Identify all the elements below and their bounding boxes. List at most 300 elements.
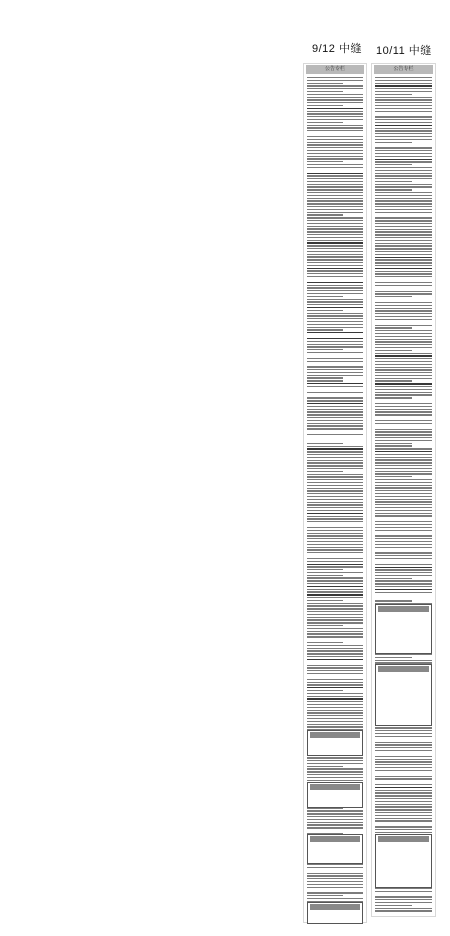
text-line	[375, 414, 432, 415]
text-line	[375, 908, 432, 909]
text-line	[307, 589, 363, 590]
text-line	[375, 383, 432, 384]
text-line	[307, 617, 363, 618]
text-line	[307, 827, 363, 828]
text-line	[375, 733, 432, 734]
text-line	[307, 454, 363, 455]
text-line	[307, 451, 363, 452]
text-line	[375, 445, 412, 446]
text-line	[307, 499, 363, 500]
text-line	[375, 265, 432, 266]
text-line	[307, 341, 363, 342]
text-line	[307, 656, 363, 657]
text-line	[375, 341, 432, 342]
text-line	[375, 369, 432, 370]
notice-box-2	[307, 782, 363, 808]
text-line	[307, 310, 343, 311]
text-line	[375, 905, 412, 906]
text-line	[375, 116, 432, 117]
text-line	[307, 614, 363, 615]
text-line	[307, 673, 363, 674]
text-line	[375, 147, 432, 148]
text-line	[307, 161, 343, 162]
text-line	[375, 482, 432, 483]
text-line	[375, 899, 432, 900]
text-line	[307, 414, 363, 415]
text-line	[307, 97, 363, 98]
text-line	[307, 488, 363, 489]
text-line	[375, 319, 432, 320]
text-line	[307, 383, 363, 384]
text-line	[375, 535, 432, 536]
text-line	[307, 535, 363, 536]
text-line	[307, 768, 363, 769]
text-line	[375, 736, 432, 737]
text-line	[307, 136, 363, 137]
text-line	[307, 386, 363, 387]
text-line	[307, 707, 363, 708]
text-line	[375, 125, 432, 126]
text-line	[307, 774, 363, 775]
text-line	[307, 780, 363, 781]
text-line	[307, 403, 363, 404]
text-line	[375, 347, 432, 348]
text-line	[307, 153, 363, 154]
text-line	[307, 580, 363, 581]
text-line	[307, 824, 363, 825]
text-line	[375, 761, 432, 762]
text-line	[307, 471, 343, 472]
text-line	[375, 302, 432, 303]
text-line	[307, 490, 363, 491]
text-line	[307, 566, 363, 567]
text-line	[375, 826, 432, 827]
text-line	[375, 159, 432, 160]
text-line	[375, 245, 432, 246]
text-line	[307, 864, 363, 865]
text-line	[307, 262, 363, 263]
text-line	[375, 389, 432, 390]
text-line	[375, 139, 432, 140]
text-line	[375, 891, 432, 892]
text-line	[375, 583, 432, 584]
text-line	[307, 173, 363, 174]
text-line	[307, 465, 363, 466]
text-line	[375, 105, 432, 106]
text-line	[375, 473, 432, 474]
text-line	[375, 325, 432, 326]
text-line	[375, 128, 432, 129]
notice-box-3	[307, 834, 363, 864]
text-line	[375, 521, 432, 522]
text-line	[375, 654, 432, 655]
text-line	[307, 710, 363, 711]
text-line	[375, 459, 432, 460]
text-line	[375, 305, 432, 306]
text-line	[375, 189, 412, 190]
text-line	[307, 633, 363, 634]
text-line	[375, 538, 432, 539]
text-line	[307, 533, 363, 534]
text-line	[375, 170, 432, 171]
text-line	[307, 116, 363, 117]
text-line	[307, 892, 363, 893]
text-line	[375, 220, 432, 221]
text-line	[307, 195, 363, 196]
text-line	[375, 88, 432, 89]
text-line	[307, 822, 363, 823]
text-line	[375, 380, 412, 381]
text-line	[375, 122, 432, 123]
text-line	[307, 476, 363, 477]
text-line	[307, 315, 363, 316]
text-line	[307, 285, 363, 286]
text-line	[375, 142, 412, 143]
text-line	[375, 108, 432, 109]
text-line	[307, 479, 363, 480]
text-line	[375, 443, 412, 444]
text-line	[375, 406, 432, 407]
text-line	[307, 192, 363, 193]
text-line	[307, 361, 363, 362]
text-line	[375, 111, 432, 112]
text-line	[307, 256, 363, 257]
text-line	[307, 184, 363, 185]
text-line	[307, 248, 363, 249]
text-line	[307, 648, 363, 649]
text-line	[375, 555, 432, 556]
text-line	[307, 561, 363, 562]
text-line	[307, 251, 363, 252]
text-line	[307, 572, 363, 573]
text-line	[375, 527, 432, 528]
date-label-left: 9/12 中缝	[312, 43, 362, 55]
text-line	[307, 757, 363, 758]
text-line	[307, 200, 363, 201]
text-line	[375, 77, 432, 78]
text-line	[307, 85, 363, 86]
text-line	[307, 301, 363, 302]
text-line	[307, 352, 363, 353]
text-line	[307, 329, 343, 330]
text-line	[375, 493, 432, 494]
text-line	[375, 902, 432, 903]
text-line	[307, 127, 363, 128]
notice-column-right	[371, 63, 436, 917]
text-line	[375, 801, 432, 802]
text-line	[375, 97, 432, 98]
text-line	[375, 251, 432, 252]
text-line	[375, 742, 432, 743]
text-line	[307, 99, 363, 100]
text-line	[307, 338, 363, 339]
text-line	[307, 206, 363, 207]
text-line	[307, 349, 343, 350]
text-line	[375, 327, 412, 328]
text-line	[307, 332, 363, 333]
text-line	[375, 832, 432, 833]
text-line	[307, 254, 363, 255]
text-line	[375, 136, 432, 137]
text-line	[375, 206, 432, 207]
text-line	[307, 898, 363, 899]
text-line	[307, 150, 363, 151]
text-line	[375, 440, 432, 441]
text-line	[375, 804, 432, 805]
text-line	[375, 547, 432, 548]
notice-box-5	[375, 604, 432, 654]
text-line	[375, 448, 432, 449]
text-line	[307, 83, 343, 84]
text-line	[375, 386, 432, 387]
text-line	[307, 245, 363, 246]
text-line	[307, 400, 363, 401]
text-line	[375, 812, 432, 813]
text-line	[307, 77, 363, 78]
text-line	[307, 631, 363, 632]
text-line	[307, 558, 363, 559]
text-line	[307, 142, 363, 143]
text-line	[307, 684, 363, 685]
text-line	[307, 346, 363, 347]
text-line	[375, 353, 432, 354]
text-line	[307, 636, 363, 637]
text-line	[307, 771, 363, 772]
text-line	[307, 547, 363, 548]
text-line	[307, 296, 343, 297]
text-line	[307, 474, 363, 475]
text-line	[307, 698, 363, 699]
text-line	[307, 468, 363, 469]
text-line	[375, 333, 432, 334]
text-line	[375, 820, 432, 821]
text-line	[307, 670, 363, 671]
text-line	[307, 273, 363, 274]
text-line	[375, 471, 432, 472]
date-label-right: 10/11 中缝	[376, 45, 432, 57]
text-line	[375, 361, 432, 362]
text-line	[375, 156, 432, 157]
text-line	[375, 285, 432, 286]
text-line	[375, 496, 432, 497]
text-line	[375, 195, 432, 196]
text-line	[375, 226, 432, 227]
text-line	[375, 296, 412, 297]
text-line	[375, 787, 432, 788]
text-line	[375, 364, 432, 365]
text-line	[375, 544, 432, 545]
text-line	[375, 367, 432, 368]
text-line	[307, 119, 363, 120]
text-line	[307, 457, 363, 458]
text-line	[307, 645, 363, 646]
text-line	[375, 181, 412, 182]
text-line	[307, 586, 363, 587]
text-line	[375, 423, 432, 424]
text-line	[307, 324, 363, 325]
text-line	[375, 372, 432, 373]
text-line	[375, 291, 432, 292]
text-line	[375, 513, 432, 514]
text-line	[375, 392, 432, 393]
notice-box-6	[375, 664, 432, 726]
text-line	[307, 659, 363, 660]
text-line	[307, 679, 363, 680]
text-line	[375, 91, 432, 92]
text-line	[307, 569, 343, 570]
notice-box-1	[307, 730, 363, 756]
text-line	[375, 167, 432, 168]
text-line	[307, 265, 363, 266]
text-line	[375, 308, 432, 309]
text-line	[375, 770, 432, 771]
text-line	[307, 693, 363, 694]
text-line	[307, 619, 363, 620]
text-line	[375, 454, 432, 455]
text-line	[307, 704, 363, 705]
text-line	[375, 524, 432, 525]
text-line	[375, 727, 432, 728]
text-line	[375, 358, 432, 359]
text-line	[307, 518, 363, 519]
text-line	[307, 139, 363, 140]
text-line	[307, 203, 363, 204]
text-line	[307, 608, 363, 609]
text-line	[375, 257, 432, 258]
text-line	[307, 696, 363, 697]
text-line	[375, 429, 432, 430]
text-line	[307, 507, 363, 508]
text-line	[307, 591, 363, 592]
text-line	[375, 580, 432, 581]
text-line	[307, 628, 363, 629]
text-line	[307, 611, 363, 612]
notice-text-right	[375, 77, 432, 912]
text-line	[307, 220, 363, 221]
text-line	[375, 592, 432, 593]
text-line	[375, 119, 432, 120]
text-line	[307, 234, 363, 235]
text-line	[307, 259, 363, 260]
text-line	[307, 443, 343, 444]
text-line	[307, 164, 363, 165]
text-line	[307, 102, 363, 103]
text-line	[307, 665, 363, 666]
text-line	[307, 409, 363, 410]
text-line	[375, 541, 432, 542]
text-line	[307, 270, 363, 271]
text-line	[375, 378, 432, 379]
text-line	[307, 603, 363, 604]
text-line	[307, 321, 363, 322]
text-line	[307, 564, 363, 565]
text-line	[375, 465, 432, 466]
text-line	[375, 487, 432, 488]
text-line	[307, 392, 363, 393]
text-line	[307, 715, 363, 716]
text-line	[307, 724, 363, 725]
text-line	[375, 767, 432, 768]
text-line	[375, 499, 432, 500]
text-line	[375, 578, 412, 579]
text-line	[375, 164, 412, 165]
text-line	[375, 806, 432, 807]
text-line	[375, 552, 432, 553]
text-line	[307, 597, 363, 598]
notice-column-left	[303, 63, 367, 923]
text-line	[307, 819, 363, 820]
text-line	[375, 259, 432, 260]
text-line	[307, 217, 363, 218]
text-line	[375, 94, 412, 95]
text-line	[307, 600, 343, 601]
text-line	[375, 795, 432, 796]
text-line	[307, 718, 363, 719]
text-line	[375, 268, 432, 269]
text-line	[375, 515, 432, 516]
text-line	[307, 147, 363, 148]
text-line	[375, 339, 432, 340]
text-line	[307, 397, 363, 398]
text-line	[307, 156, 363, 157]
text-line	[375, 572, 432, 573]
text-line	[375, 178, 432, 179]
text-line	[307, 158, 363, 159]
text-line	[307, 544, 363, 545]
text-line	[307, 380, 343, 381]
text-line	[375, 815, 432, 816]
text-line	[375, 375, 432, 376]
text-line	[375, 896, 432, 897]
text-line	[307, 186, 363, 187]
text-line	[307, 813, 363, 814]
text-line	[375, 411, 432, 412]
text-line	[375, 431, 432, 432]
text-line	[375, 462, 432, 463]
text-line	[375, 223, 432, 224]
text-line	[307, 175, 363, 176]
text-line	[307, 502, 363, 503]
text-line	[375, 85, 432, 86]
text-line	[375, 764, 432, 765]
notice-box-4	[307, 902, 363, 924]
text-line	[307, 667, 363, 668]
text-line	[307, 766, 343, 767]
text-line	[307, 242, 363, 243]
text-line	[307, 577, 363, 578]
text-line	[307, 434, 363, 435]
text-line	[307, 777, 363, 778]
text-line	[307, 113, 363, 114]
text-line	[307, 369, 363, 370]
text-line	[307, 594, 363, 595]
text-line	[307, 223, 363, 224]
text-line	[307, 873, 363, 874]
text-line	[307, 91, 343, 92]
text-line	[375, 198, 432, 199]
text-line	[307, 80, 363, 81]
text-line	[375, 355, 432, 356]
text-line	[375, 273, 432, 274]
text-line	[375, 150, 432, 151]
text-line	[307, 290, 363, 291]
text-line	[307, 687, 363, 688]
text-line	[307, 276, 363, 277]
text-line	[375, 504, 432, 505]
text-line	[307, 144, 363, 145]
text-line	[307, 763, 363, 764]
text-line	[307, 105, 343, 106]
